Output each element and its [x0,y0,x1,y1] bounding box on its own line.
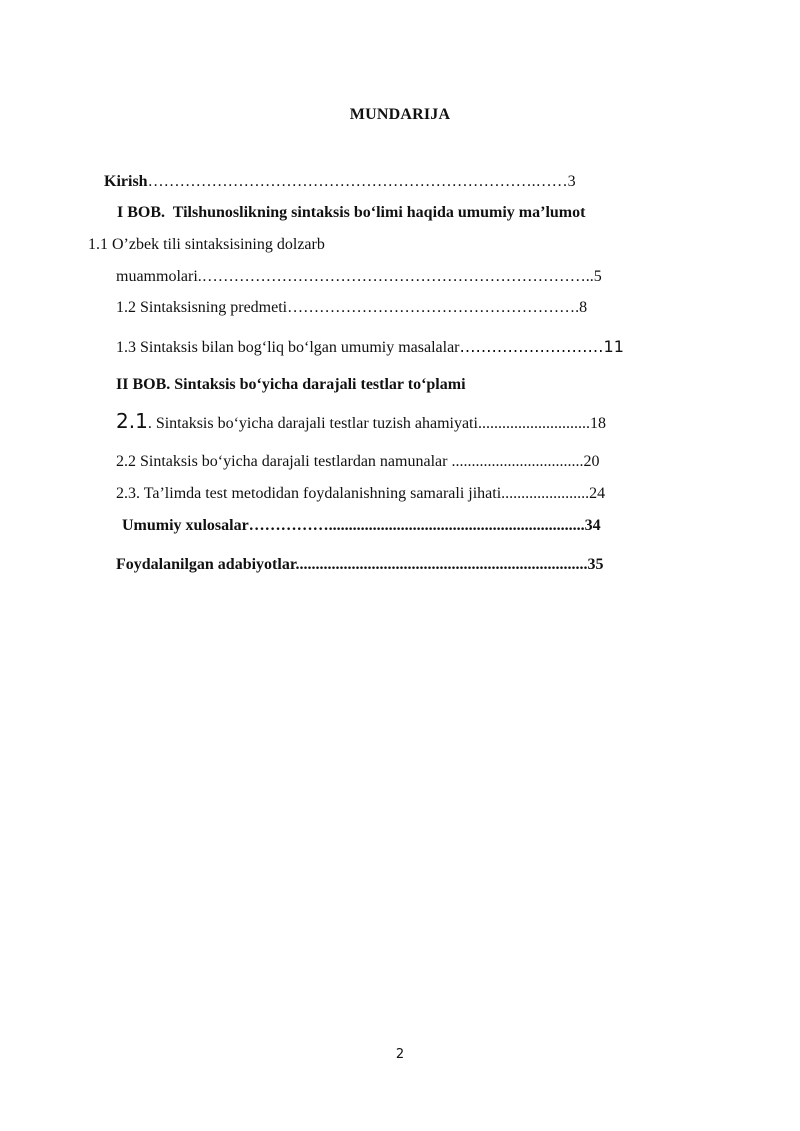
toc-leader: ................................. [451,453,584,470]
toc-entry-label: 2.2 Sintaksis bo‘yicha darajali testlardan namunalar [116,453,452,470]
toc-page-number: 20 [583,453,600,470]
toc-entry-label: 2.3. Ta’limda test metodidan foydalanishning samarali jihati [116,485,502,502]
toc-entry-label: Foydalanilgan adabiyotlar [116,556,296,573]
toc-page-number: 11 [603,337,624,356]
toc-entry-label: 1.2 Sintaksisning predmeti [116,299,288,316]
toc-entry-adabiyotlar[interactable] [116,555,603,575]
toc-entry-2-3[interactable] [116,484,605,504]
toc-entry-2-1[interactable] [116,411,606,434]
toc-page-number: 8 [579,299,588,316]
toc-entry-label: muammolari. [116,268,202,285]
toc-chapter-1-heading[interactable]: I BOB. Tilshunoslikning sintaksis bo‘limi haqida umumiy ma’lumot [117,204,586,221]
toc-entry-label: Umumiy xulosalar [122,517,249,534]
page-title: MUNDARIJA [349,106,451,123]
toc-leader: ……………………………………………………………….. [201,268,594,285]
toc-chapter-2-heading[interactable]: II BOB. Sintaksis bo‘yicha darajali testlar to‘plami [116,376,466,393]
toc-leader: ……………................................................................ [248,517,585,534]
toc-leader: ……………………… [459,337,604,356]
toc-entry-1-2[interactable] [116,298,587,318]
toc-leader: ……………………………………………………………….…… [147,173,568,190]
toc-page-number: 35 [587,556,604,573]
toc-leader: ...................... [501,485,590,502]
toc-entry-number: 2.1 [116,409,148,433]
toc-leader: ………………………………………………. [287,299,580,316]
toc-entry-1-3[interactable] [116,337,624,358]
toc-leader: ............................ [477,415,590,432]
toc-leader: ......................................................................... [295,556,588,573]
toc-page-number: 34 [584,517,601,534]
toc-entry-label: 1.3 Sintaksis bilan bog‘liq bo‘lgan umumiy masalalar [116,339,460,356]
page-number: 2 [395,1047,405,1062]
toc-page-number: 24 [589,485,606,502]
toc-page-number: 5 [593,268,602,285]
toc-entry-label: Kirish [104,173,148,190]
toc-entry-1-1-line2[interactable] [116,267,602,287]
toc-page-number: 3 [567,173,576,190]
toc-entry-kirish[interactable] [104,172,576,192]
toc-entry-2-2[interactable] [116,452,599,472]
toc-page-number: 18 [589,415,606,432]
toc-entry-label: . Sintaksis bo‘yicha darajali testlar tuzish ahamiyati [147,415,478,432]
toc-entry-xulosa[interactable] [122,516,601,536]
toc-entry-1-1-line1[interactable]: 1.1 O’zbek tili sintaksisining dolzarb [88,236,325,253]
